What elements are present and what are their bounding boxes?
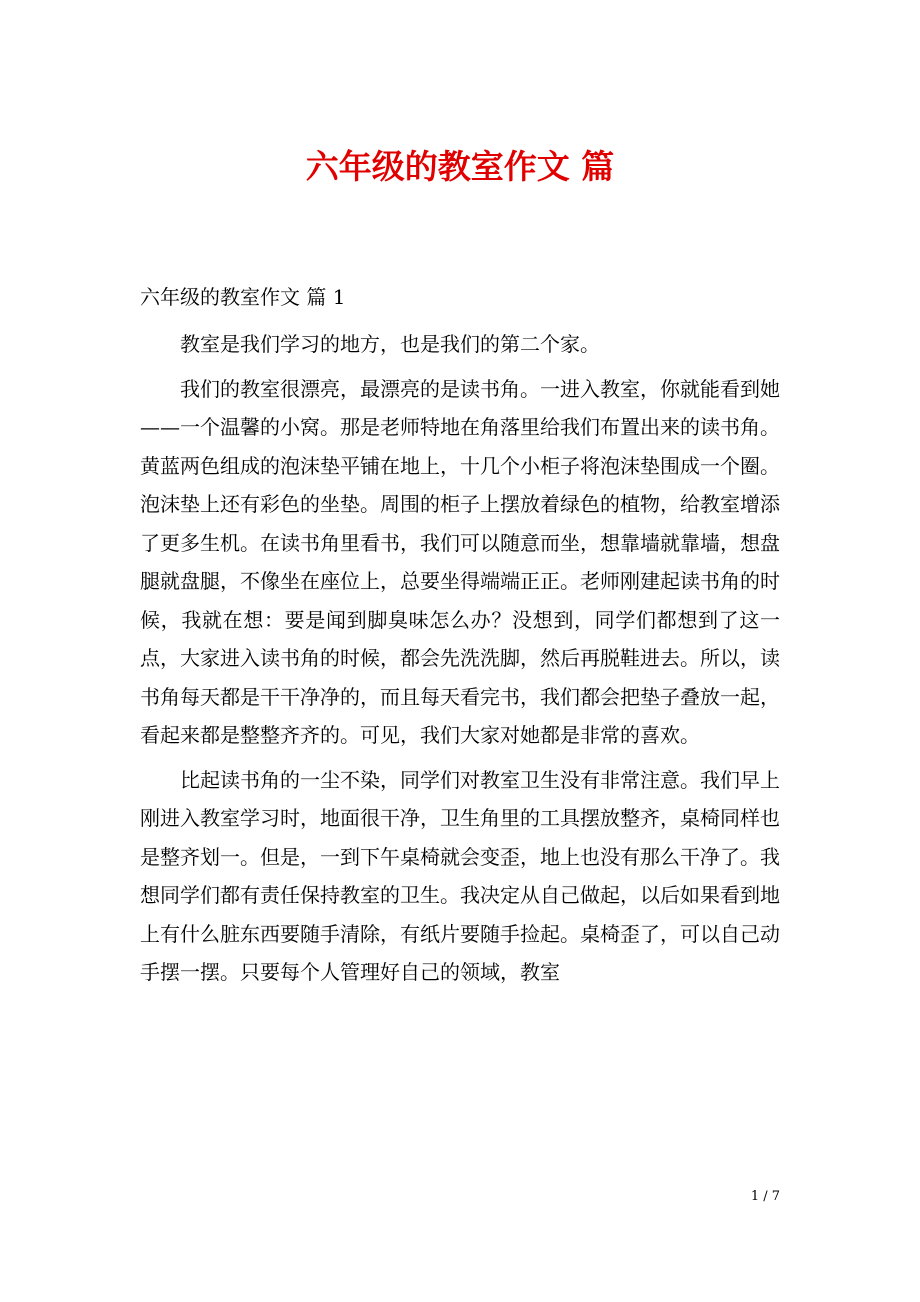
document-body [140, 325, 780, 998]
paragraph: 教室是我们学习的地方，也是我们的第二个家。 [180, 332, 600, 356]
document-title: 六年级的教室作文 篇 [305, 147, 615, 186]
paragraph: 比起读书角的一尘不染，同学们对教室卫生没有非常注意。我们早上刚进入教室学习时，地面很干净，卫生角里的工具摆放整齐，桌椅同样也是整齐划一。但是，一到下午桌椅就会变歪，地上也没有那么干净了。我想同学们都有责任保持教室的卫生。我决定从自己做起，以后如果看到地上有什么脏东西要随手清除，有纸片要随手捡起。桌椅歪了，可以自己动手摆一摆。只要每个人管理好自己的领域，教室 [140, 767, 780, 984]
section-heading: 六年级的教室作文 篇 1 [140, 285, 346, 309]
paragraph: 我们的教室很漂亮，最漂亮的是读书角。一进入教室，你就能看到她——一个温馨的小窝。那是老师特地在角落里给我们布置出来的读书角。黄蓝两色组成的泡沫垫平铺在地上，十几个小柜子将泡沫垫围成一个圈。泡沫垫上还有彩色的坐垫。周围的柜子上摆放着绿色的植物，给教室增添了更多生机。在读书角里看书，我们可以随意而坐，想靠墙就靠墙，想盘腿就盘腿，不像坐在座位上，总要坐得端端正正。老师刚建起读书角的时候，我就在想：要是闻到脚臭味怎么办？没想到，同学们都想到了这一点，大家进入读书角的时候，都会先洗洗脚，然后再脱鞋进去。所以，读书角每天都是干干净净的，而且每天看完书，我们都会把垫子叠放一起，看起来都是整整齐齐的。可见，我们大家对她都是非常的喜欢。 [140, 376, 780, 747]
page-number: 1 / 7 [750, 1189, 780, 1204]
